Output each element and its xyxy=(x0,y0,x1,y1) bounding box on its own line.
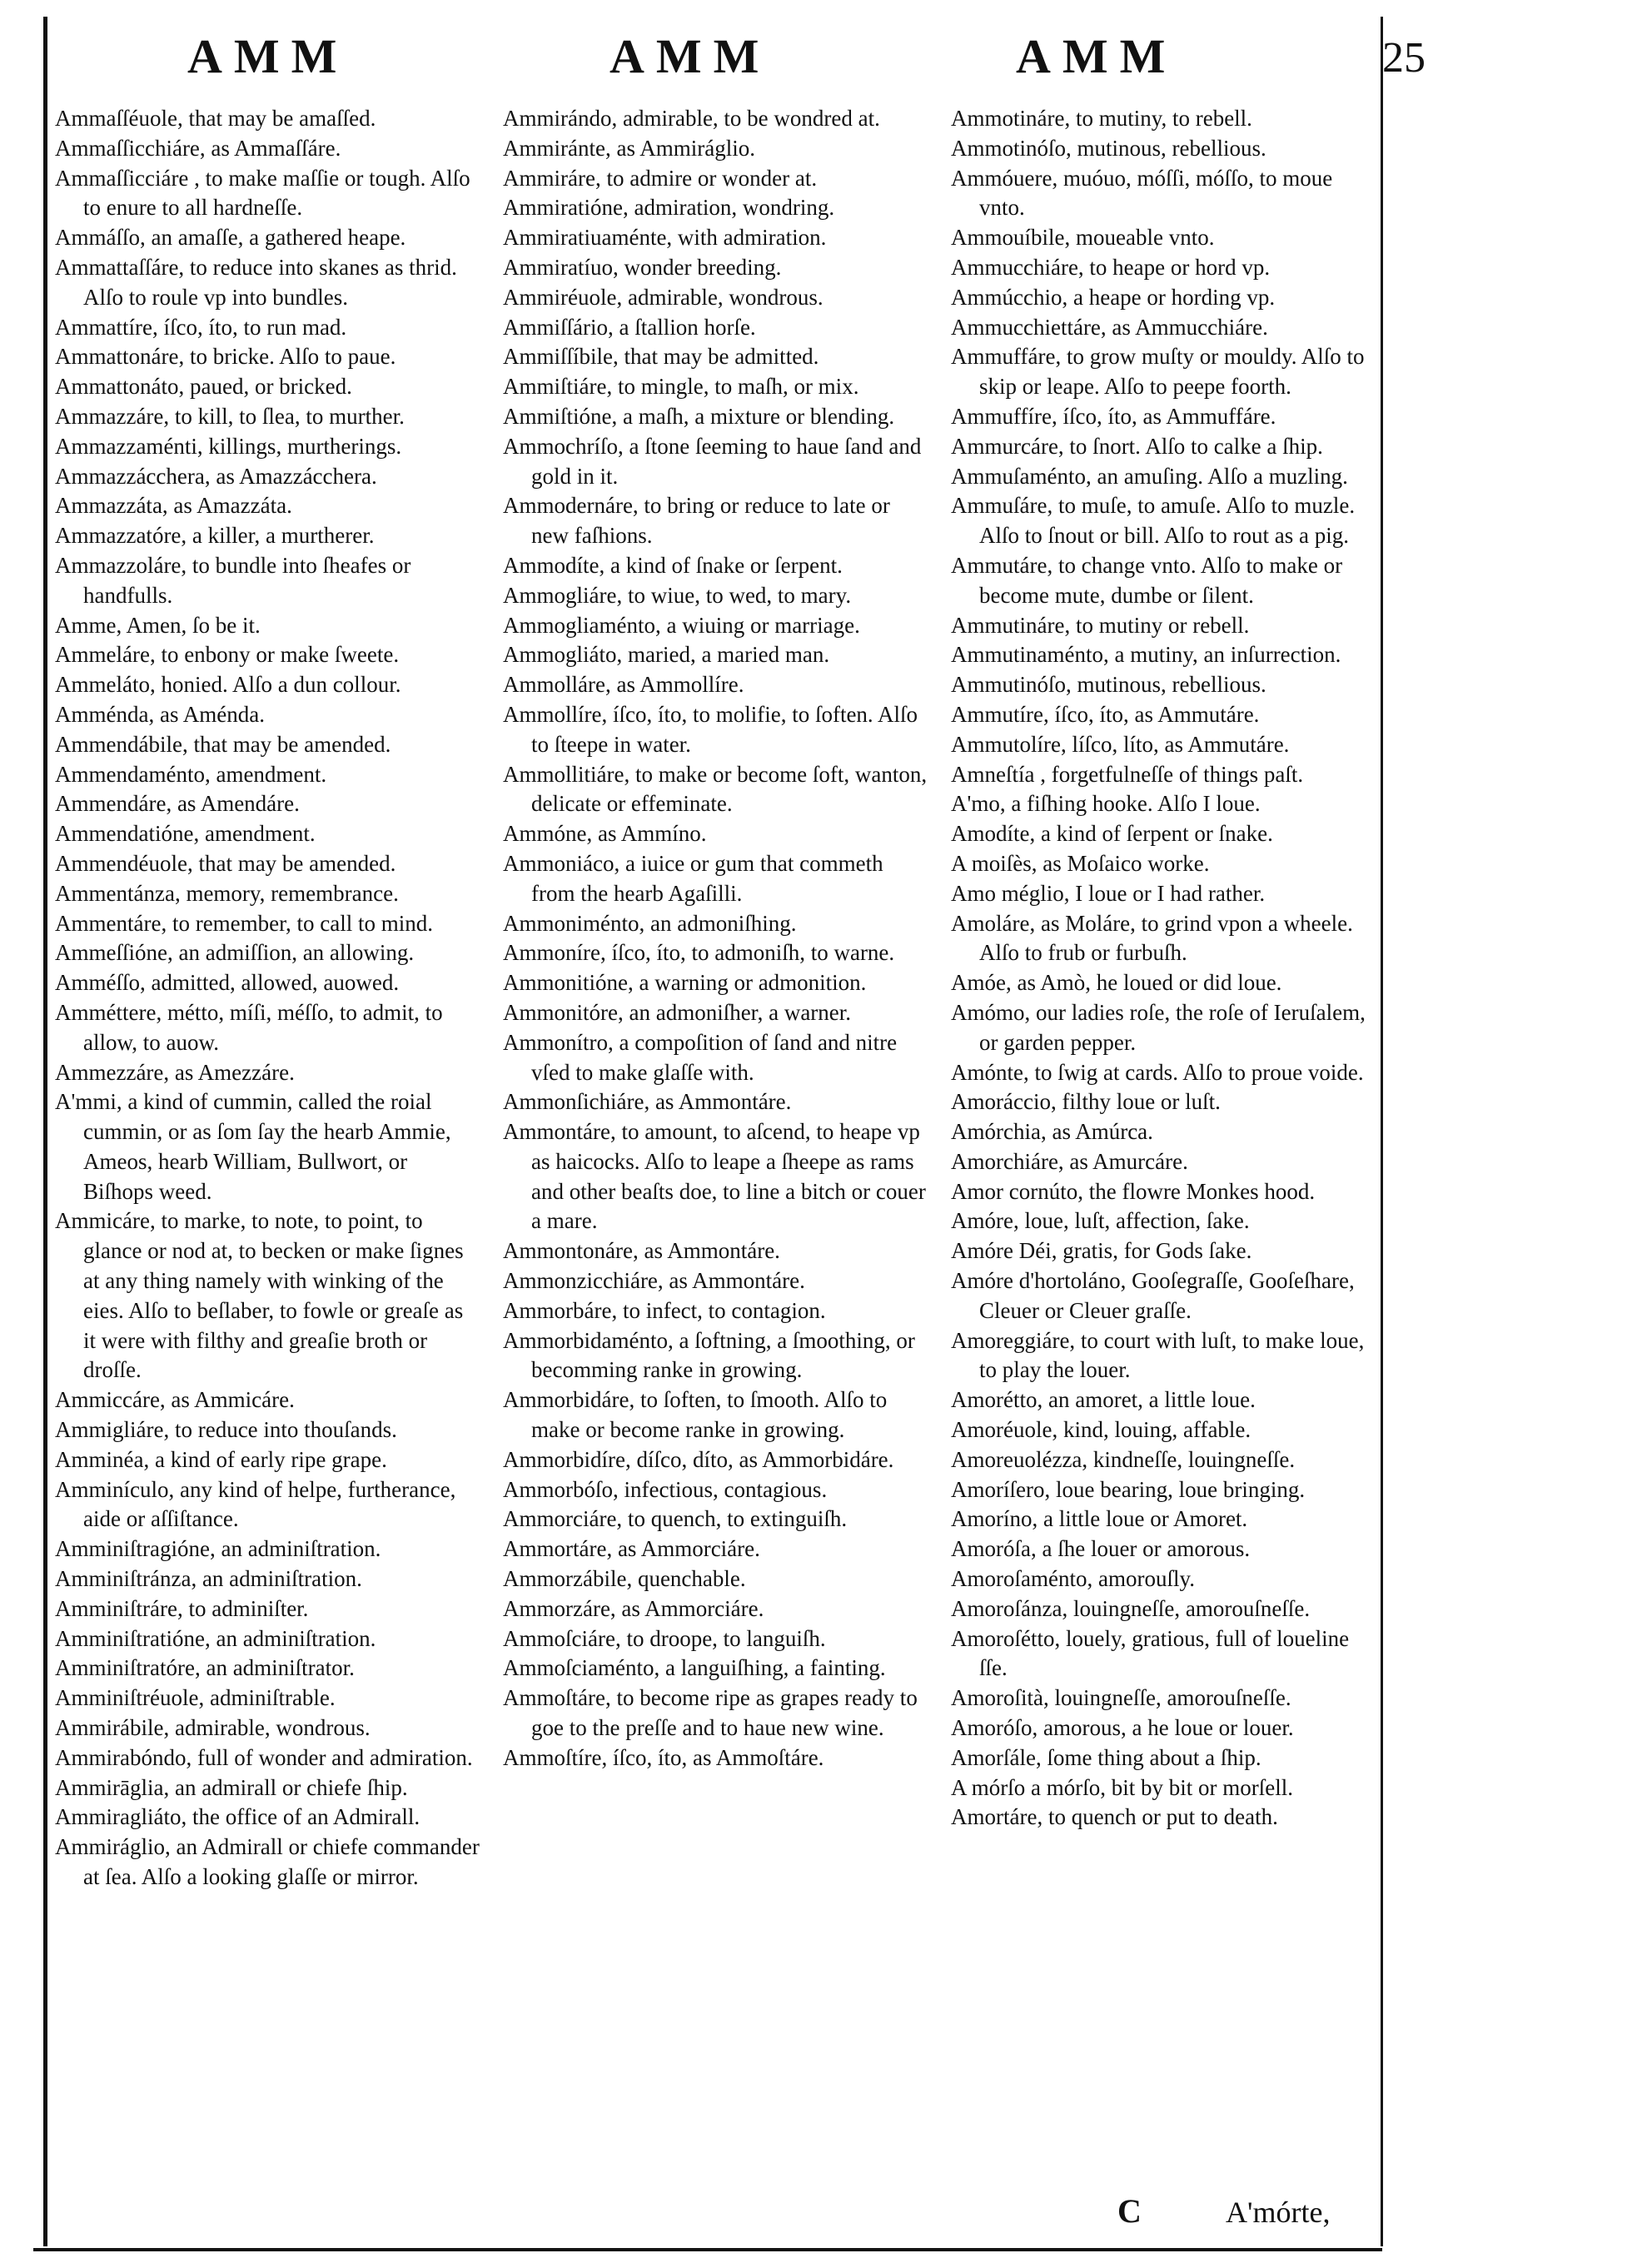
dictionary-entry: Ammorbáre, to infect, to contagion. xyxy=(503,1297,826,1323)
dictionary-entry: Ammiratióne, admiration, wondring. xyxy=(503,195,835,221)
dictionary-entry: Ammutinaménto, a mutiny, an inſurrection. xyxy=(951,642,1341,668)
dictionary-entry: Amminiſtráre, to adminiſter. xyxy=(55,1595,309,1621)
dictionary-entry: Ammattonáre, to bricke. Alſo to paue. xyxy=(55,344,396,370)
dictionary-entry: Amortáre, to quench or put to death. xyxy=(951,1804,1278,1830)
dictionary-entry: Ammonzicchiáre, as Ammontáre. xyxy=(503,1268,805,1294)
dictionary-entry: Amminiſtratóre, an adminiſtrator. xyxy=(55,1655,355,1681)
dictionary-entry: Ammonítro, a compoſition of ſand and nitre vſed to make glaſſe with. xyxy=(503,1029,898,1085)
dictionary-entry: Ammendábile, that may be amended. xyxy=(55,731,391,757)
dictionary-entry: Ammazzaménti, killings, murtherings. xyxy=(55,433,402,459)
dictionary-entry: Ammirabóndo, full of wonder and admiration. xyxy=(55,1744,473,1770)
dictionary-entry: Amómo, our ladies roſe, the roſe of Ieruſalem, or garden pepper. xyxy=(951,999,1366,1055)
dictionary-entry: Ammirāglia, an admirall or chiefe ſhip. xyxy=(55,1774,408,1800)
column-left xyxy=(55,104,480,1892)
header-guideword-left: AMM xyxy=(187,29,349,83)
dictionary-entry: A'mo, a fiſhing hooke. Alſo I loue. xyxy=(951,791,1261,817)
dictionary-entry: Ammiſtióne, a maſh, a mixture or blending. xyxy=(503,403,895,429)
dictionary-entry: Ammirándo, admirable, to be wondred at. xyxy=(503,106,880,131)
dictionary-entry: Ammodernáre, to bring or reduce to late or new faſhions. xyxy=(503,493,890,549)
dictionary-entry: Amminiſtragióne, an adminiſtration. xyxy=(55,1536,381,1562)
dictionary-entry: Ammouíbile, moueable vnto. xyxy=(951,225,1215,251)
dictionary-entry: Ammutáre, to change vnto. Alſo to make or become mute, dumbe or ſilent. xyxy=(951,552,1343,608)
catchword: A'mórte, xyxy=(1226,2196,1331,2229)
dictionary-entry: Amorſále, ſome thing about a ſhip. xyxy=(951,1744,1261,1770)
dictionary-entry: Ammorbidaménto, a ſoftning, a ſmoothing, or becomming ranke in growing. xyxy=(503,1327,915,1383)
dictionary-entry: Ammuffíre, íſco, íto, as Ammuffáre. xyxy=(951,403,1276,429)
dictionary-entry: Amneſtía , forgetfulneſſe of things paſt. xyxy=(951,761,1304,787)
right-border-rule xyxy=(1381,17,1383,2246)
dictionary-entry: Ammogliáre, to wiue, to wed, to mary. xyxy=(503,582,852,608)
dictionary-entry: Ammattonáto, paued, or bricked. xyxy=(55,374,352,400)
page-number: 25 xyxy=(1382,34,1426,82)
dictionary-entry: Ammáſſo, an amaſſe, a gathered heape. xyxy=(55,225,406,251)
dictionary-entry: Amoríno, a little loue or Amoret. xyxy=(951,1506,1248,1532)
dictionary-entry: Ammeſſióne, an admiſſion, an allowing. xyxy=(55,940,415,966)
dictionary-entry: Amorchiáre, as Amurcáre. xyxy=(951,1148,1188,1174)
dictionary-entry: Ammutinóſo, mutinous, rebellious. xyxy=(951,672,1266,698)
dictionary-entry: Ammurcáre, to ſnort. Alſo to calke a ſhip. xyxy=(951,433,1323,459)
dictionary-entry: Amminículo, any kind of helpe, furtherance, aide or aſſiſtance. xyxy=(55,1476,456,1532)
dictionary-entry: Amórchia, as Amúrca. xyxy=(951,1119,1153,1145)
dictionary-entry: Ammiſtiáre, to mingle, to maſh, or mix. xyxy=(503,374,859,400)
dictionary-entry: Ammiragliáto, the office of an Admirall. xyxy=(55,1804,420,1830)
dictionary-entry: Ammazzácchera, as Amazzácchera. xyxy=(55,463,377,489)
dictionary-entry: Ammiránte, as Ammiráglio. xyxy=(503,135,755,161)
dictionary-entry: Ammorbóſo, infectious, contagious. xyxy=(503,1476,828,1502)
dictionary-entry: Ammortáre, as Ammorciáre. xyxy=(503,1536,760,1562)
dictionary-entry: Ammiratíuo, wonder breeding. xyxy=(503,254,782,280)
dictionary-entry: Amoreuolézza, kindneſſe, louingneſſe. xyxy=(951,1446,1296,1472)
dictionary-entry: Ammodíte, a kind of ſnake or ſerpent. xyxy=(503,552,843,578)
dictionary-entry: Ammoſtíre, íſco, íto, as Ammoſtáre. xyxy=(503,1744,824,1770)
dictionary-entry: Amoroſétto, louely, gratious, full of loueline ſſe. xyxy=(951,1625,1350,1681)
dictionary-entry: Amminiſtránza, an adminiſtration. xyxy=(55,1566,362,1592)
column-right xyxy=(951,104,1376,1833)
dictionary-entry: Ammucchiáre, to heape or hord vp. xyxy=(951,254,1271,280)
column-middle xyxy=(503,104,928,1773)
dictionary-entry: Ammazzáta, as Amazzáta. xyxy=(55,493,292,519)
dictionary-entry: Ammotinóſo, mutinous, rebellious. xyxy=(951,135,1266,161)
dictionary-entry: Amoroſità, louingneſſe, amorouſneſſe. xyxy=(951,1685,1291,1711)
dictionary-entry: Ammentánza, memory, remembrance. xyxy=(55,880,399,906)
dictionary-entry: Ammorzábile, quenchable. xyxy=(503,1566,746,1592)
dictionary-entry: Ammoſtáre, to become ripe as grapes ready to goe to the preſſe and to haue new wine. xyxy=(503,1685,918,1741)
left-border-rule xyxy=(43,17,47,2246)
dictionary-entry: Ammendatióne, amendment. xyxy=(55,821,316,847)
signature-mark: C xyxy=(1117,2192,1142,2230)
dictionary-entry: Amoríſero, loue bearing, loue bringing. xyxy=(951,1476,1306,1502)
dictionary-entry: Amme, Amen, ſo be it. xyxy=(55,612,261,638)
dictionary-entry: Amminiſtratióne, an adminiſtration. xyxy=(55,1625,376,1651)
dictionary-entry: Ammigliáre, to reduce into thouſands. xyxy=(55,1417,397,1443)
dictionary-entry: Ammoniménto, an admoniſhing. xyxy=(503,910,797,936)
dictionary-entry: Ammuſaménto, an amuſing. Alſo a muzling. xyxy=(951,463,1348,489)
dictionary-entry: Ammolláre, as Ammollíre. xyxy=(503,672,744,698)
dictionary-entry: A moiſès, as Moſaico worke. xyxy=(951,850,1210,876)
dictionary-entry: Ammendáre, as Amendáre. xyxy=(55,791,300,817)
dictionary-entry: Ammutolíre, líſco, líto, as Ammutáre. xyxy=(951,731,1290,757)
dictionary-entry: Ammogliaménto, a wiuing or marriage. xyxy=(503,612,860,638)
dictionary-entry: Ammiſſário, a ſtallion horſe. xyxy=(503,314,756,340)
dictionary-entry: Amméttere, métto, míſi, méſſo, to admit, to allow, to auow. xyxy=(55,999,443,1055)
dictionary-entry: Amoroſaménto, amorouſly. xyxy=(951,1566,1195,1592)
dictionary-entry: Ammuffáre, to grow muſty or mouldy. Alſo to skip or leape. Alſo to peepe foorth. xyxy=(951,344,1365,400)
dictionary-entry: Ammúcchio, a heape or hording vp. xyxy=(951,284,1276,310)
dictionary-entry: Ammutíre, íſco, íto, as Ammutáre. xyxy=(951,701,1260,727)
dictionary-entry: Ammontonáre, as Ammontáre. xyxy=(503,1238,780,1264)
dictionary-entry: Ammuſáre, to muſe, to amuſe. Alſo to muzle. Alſo to ſnout or bill. Alſo to rout as a pig. xyxy=(951,493,1356,549)
dictionary-entry: Amoroſánza, louingneſſe, amorouſneſſe. xyxy=(951,1595,1311,1621)
dictionary-entry: Amóre Déi, gratis, for Gods ſake. xyxy=(951,1238,1252,1264)
dictionary-entry: Ammaſſéuole, that may be amaſſed. xyxy=(55,106,376,131)
dictionary-entry: Ammorbidáre, to ſoften, to ſmooth. Alſo to make or become ranke in growing. xyxy=(503,1387,888,1443)
dictionary-entry: Ammonitióne, a warning or admonition. xyxy=(503,970,867,996)
dictionary-entry: Ammollitiáre, to make or become ſoft, wanton, delicate or effeminate. xyxy=(503,761,928,817)
running-header xyxy=(50,28,1426,90)
dictionary-entry: Ammendaménto, amendment. xyxy=(55,761,327,787)
dictionary-entry: Ammorciáre, to quench, to extinguiſh. xyxy=(503,1506,848,1532)
dictionary-entry: Ammazzatóre, a killer, a murtherer. xyxy=(55,523,375,549)
dictionary-entry: Amóre, loue, luſt, affection, ſake. xyxy=(951,1208,1250,1234)
dictionary-entry: Ammiſſíbile, that may be admitted. xyxy=(503,344,819,370)
dictionary-entry: Ammóuere, muóuo, móſſi, móſſo, to moue vnto. xyxy=(951,165,1333,221)
dictionary-entry: Amménda, as Aménda. xyxy=(55,701,265,727)
dictionary-entry: Amoréuole, kind, louing, affable. xyxy=(951,1417,1251,1443)
dictionary-entry: Ammochríſo, a ſtone ſeeming to haue ſand and gold in it. xyxy=(503,433,922,489)
dictionary-entry: Ammazzoláre, to bundle into ſheafes or handfulls. xyxy=(55,552,411,608)
dictionary-entry: Ammaſſicciáre , to make maſſie or tough. Alſo to enure to all hardneſſe. xyxy=(55,165,470,221)
dictionary-entry: Amodíte, a kind of ſerpent or ſnake. xyxy=(951,821,1273,847)
dictionary-entry: Ammiráre, to admire or wonder at. xyxy=(503,165,818,191)
dictionary-entry: Ammentáre, to remember, to call to mind. xyxy=(55,910,434,936)
dictionary-entry: Ammattaſſáre, to reduce into skanes as thrid. Alſo to roule vp into bundles. xyxy=(55,254,457,310)
dictionary-entry: Ammiratiuaménte, with admiration. xyxy=(503,225,827,251)
dictionary-entry: Ammogliáto, maried, a maried man. xyxy=(503,642,830,668)
dictionary-entry: Ammeláto, honied. Alſo a dun collour. xyxy=(55,672,401,698)
dictionary-entry: Amméſſo, admitted, allowed, auowed. xyxy=(55,970,400,996)
dictionary-entry: Ammorbidíre, díſco, díto, as Ammorbidáre. xyxy=(503,1446,894,1472)
dictionary-entry: Ammotináre, to mutiny, to rebell. xyxy=(951,106,1252,131)
header-guideword-right: AMM xyxy=(1016,29,1177,83)
dictionary-entry: Ammendéuole, that may be amended. xyxy=(55,850,396,876)
dictionary-entry: Ammeláre, to enbony or make ſweete. xyxy=(55,642,400,668)
dictionary-entry: Amor cornúto, the flowre Monkes hood. xyxy=(951,1178,1316,1204)
dictionary-entry: Amóe, as Amò, he loued or did loue. xyxy=(951,970,1282,996)
dictionary-entry: Amorétto, an amoret, a little loue. xyxy=(951,1387,1256,1413)
dictionary-entry: Amónte, to ſwig at cards. Alſo to proue voide. xyxy=(951,1059,1364,1085)
dictionary-entry: Ammicáre, to marke, to note, to point, to glance or nod at, to becken or make ſignes at any thing namely with winking of the eies. Alſo to beſlaber, to fowle or greaſe as it were with filthy and greaſie broth or droſſe. xyxy=(55,1208,464,1383)
dictionary-entry: Ammucchiettáre, as Ammucchiáre. xyxy=(951,314,1268,340)
dictionary-entry: Ammiráglio, an Admirall or chiefe commander at ſea. Alſo a looking glaſſe or mirror. xyxy=(55,1834,480,1890)
dictionary-entry: Ammazzáre, to kill, to ſlea, to murther. xyxy=(55,403,405,429)
dictionary-entry: Ammollíre, íſco, íto, to molifie, to ſoften. Alſo to ſteepe in water. xyxy=(503,701,918,757)
dictionary-entry: Ammutináre, to mutiny or rebell. xyxy=(951,612,1250,638)
dictionary-entry: Ammiréuole, admirable, wondrous. xyxy=(503,284,824,310)
dictionary-entry: Ammoniáco, a iuice or gum that commeth from the hearb Agaſilli. xyxy=(503,850,883,906)
dictionary-entry: Ammoníre, íſco, íto, to admoniſh, to warne. xyxy=(503,940,895,966)
dictionary-entry: Amoráccio, filthy loue or luſt. xyxy=(951,1089,1221,1115)
dictionary-entry: Amminiſtréuole, adminiſtrable. xyxy=(55,1685,336,1711)
bottom-border-rule xyxy=(33,2248,1382,2251)
dictionary-entry: Ammattíre, íſco, íto, to run mad. xyxy=(55,314,347,340)
dictionary-entry: Amoróſa, a ſhe louer or amorous. xyxy=(951,1536,1251,1562)
dictionary-entry: Ammoſciáre, to droope, to languiſh. xyxy=(503,1625,826,1651)
dictionary-entry: Amóre d'hortoláno, Gooſegraſſe, Gooſeſhare, Cleuer or Cleuer graſſe. xyxy=(951,1268,1355,1323)
dictionary-entry: Ammezzáre, as Amezzáre. xyxy=(55,1059,295,1085)
dictionary-entry: Ammonitóre, an admoniſher, a warner. xyxy=(503,999,852,1025)
page-footer xyxy=(951,2191,1384,2233)
dictionary-entry: A'mmi, a kind of cummin, called the roial cummin, or as ſom ſay the hearb Ammie, Ameos, hearb William, Bullwort, or Biſhops weed. xyxy=(55,1089,451,1204)
dictionary-entry: Ammontáre, to amount, to aſcend, to heape vp as haicocks. Alſo to leape a ſheepe as rams and other beaſts doe, to line a bitch or couer a mare. xyxy=(503,1119,926,1234)
dictionary-entry: Ammaſſicchiáre, as Ammaſſáre. xyxy=(55,135,341,161)
dictionary-entry: Ammóne, as Ammíno. xyxy=(503,821,707,847)
dictionary-entry: Ammiccáre, as Ammicáre. xyxy=(55,1387,295,1413)
dictionary-entry: Ammirábile, admirable, wondrous. xyxy=(55,1715,371,1741)
dictionary-entry: Amoreggiáre, to court with luſt, to make loue, to play the louer. xyxy=(951,1327,1365,1383)
header-guideword-center: AMM xyxy=(610,29,771,83)
dictionary-entry: A mórſo a mórſo, bit by bit or morſell. xyxy=(951,1774,1293,1800)
dictionary-entry: Ammorzáre, as Ammorciáre. xyxy=(503,1595,764,1621)
dictionary-entry: Amoróſo, amorous, a he loue or louer. xyxy=(951,1715,1294,1741)
dictionary-entry: Ammoſciaménto, a languiſhing, a fainting. xyxy=(503,1655,886,1681)
dictionary-entry: Ammonſichiáre, as Ammontáre. xyxy=(503,1089,792,1115)
dictionary-entry: Amminéa, a kind of early ripe grape. xyxy=(55,1446,387,1472)
dictionary-entry: Amo méglio, I loue or I had rather. xyxy=(951,880,1266,906)
dictionary-entry: Amoláre, as Moláre, to grind vpon a wheele. Alſo to frub or furbuſh. xyxy=(951,910,1353,966)
